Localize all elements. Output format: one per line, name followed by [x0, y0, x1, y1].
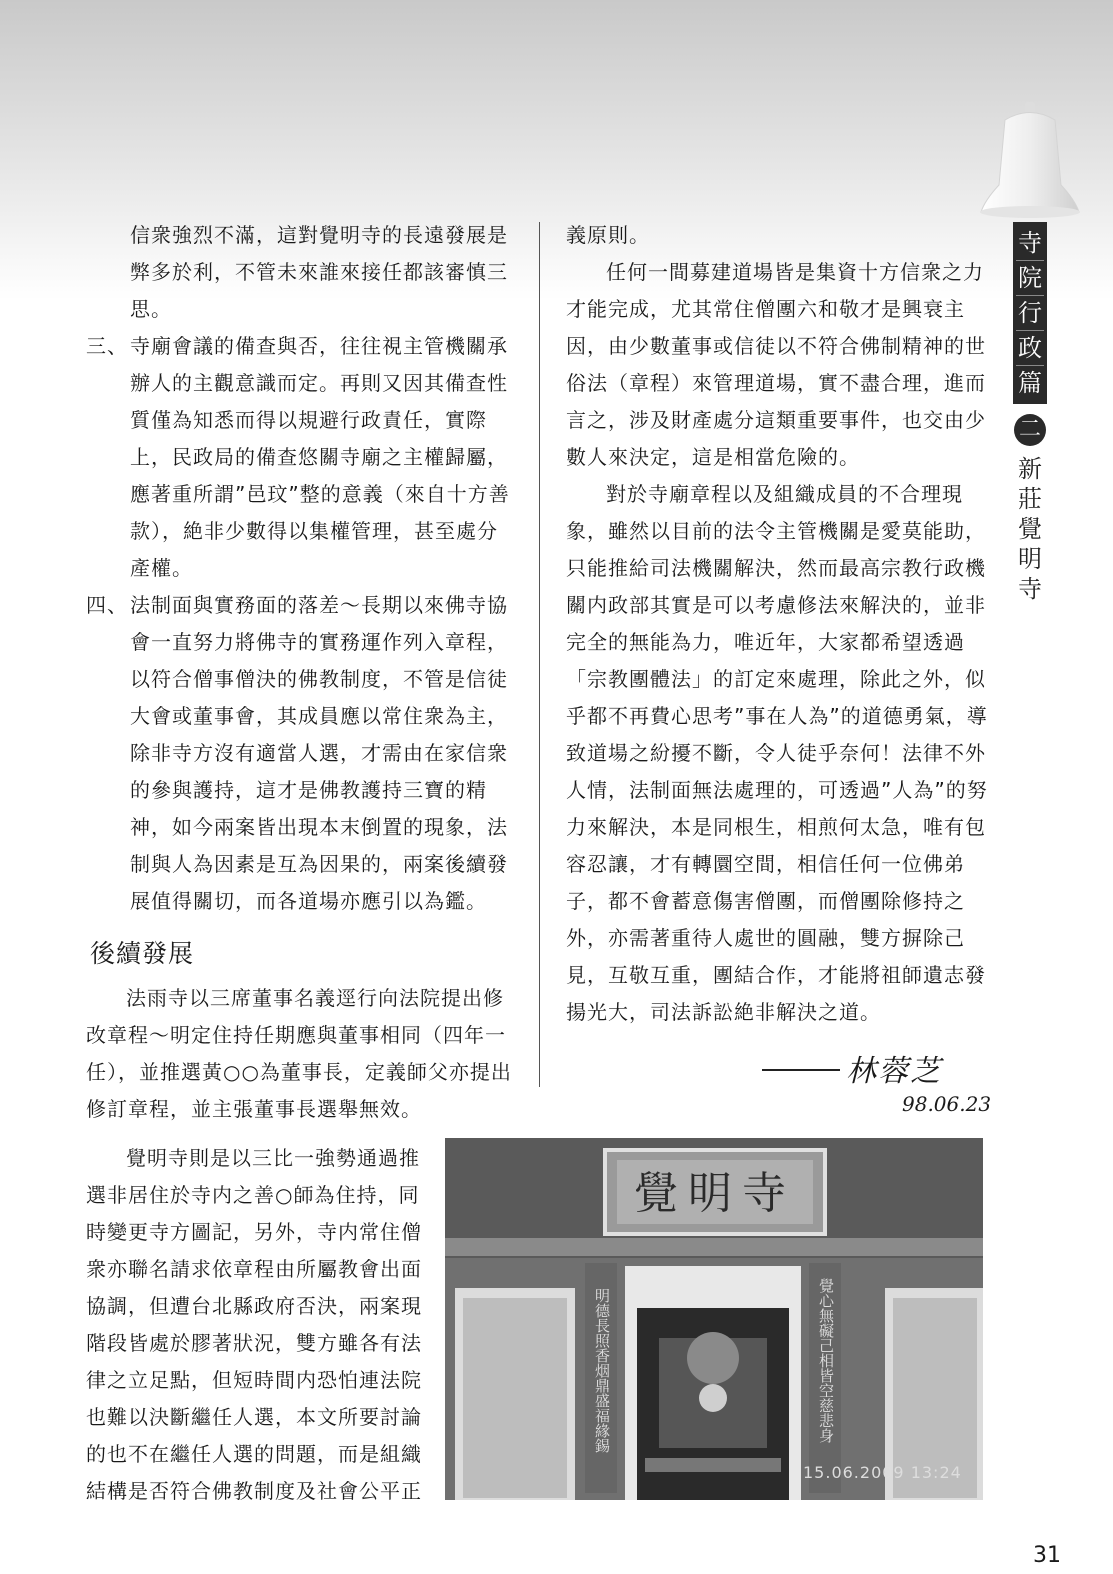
place-char: 莊 [1018, 485, 1042, 513]
photo-timestamp: 15.06.2009 13:24 [803, 1463, 962, 1482]
list-item-text: 寺廟會議的備查與否，往往視主管機關承辦人的主觀意識而定。再則又因其備查性質僅為知悉而得以規避行政責任，實際上，民政局的備查悠關寺廟之主權歸屬，應著重所謂”邑玟”整的意義（來自十方善款），絶非少數得以集權管理，甚至處分產權。 [130, 334, 510, 580]
bell-icon [975, 100, 1085, 220]
author-signature: 林蓉芝 [846, 1054, 942, 1089]
right-column [566, 217, 990, 1031]
list-marker: 四、 [86, 593, 128, 617]
category-char: 行 [1016, 296, 1044, 331]
body-paragraph: 對於寺廟章程以及組織成員的不合理現象，雖然以目前的法令主管機關是愛莫能助，只能推給司法機關解決，然而最高宗教行政機關内政部其實是可以考慮修法來解決的，並非完全的無能為力，唯近年，大家都希望透過「宗教團體法」的訂定來處理，除此之外，似乎都不再費心思考”事在人為”的道德勇氣，導致道場之紛擾不斷，令人徒乎奈何！法律不外人情，法制面無法處理的，可透過”人為”的努力來解決，本是同根生，相煎何太急，唯有包容忍讓，才有轉圜空間，相信任何一位佛弟子，都不會蓄意傷害僧團，而僧團除修持之外，亦需著重待人處世的圓融，雙方摒除己見，互敬互重，團結合作，才能將祖師遺志發揚光大，司法訴訟絶非解決之道。 [566, 482, 988, 1024]
page-number: 31 [1033, 1543, 1061, 1568]
temple-photo [445, 1138, 983, 1500]
section-number-badge: 二 [1014, 414, 1046, 446]
category-char: 寺 [1016, 226, 1044, 261]
couplet-left: 明德長照香烟鼎盛福緣錫 [593, 1288, 611, 1453]
category-char: 院 [1016, 261, 1044, 296]
place-char: 寺 [1018, 575, 1042, 603]
left-column-wrap [86, 1140, 426, 1510]
place-char: 覺 [1018, 515, 1042, 543]
body-paragraph: 任何一間募建道場皆是集資十方信衆之力才能完成，尤其常住僧團六和敬才是興衰主因，由少數董事或信徒以不符合佛制精神的世俗法（章程）來管理道場，實不盡合理，進而言之，涉及財產處分這類重要事件，也交由少數人來決定，這是相當危險的。 [566, 260, 986, 469]
place-label [1018, 454, 1042, 604]
list-item-3 [86, 328, 516, 587]
body-paragraph: 覺明寺則是以三比一強勢通過推選非居住於寺内之善○師為住持，同時變更寺方圖記，另外，寺内常住僧衆亦聯名請求依章程由所屬教會出面協調，但遭台北縣政府否決，兩案現階段皆處於膠著狀況，雙方雖各有法律之立足點，但短時間内恐怕連法院也難以決斷繼任人選，本文所要討論的也不在繼任人選的問題，而是組織結構是否符合佛教制度及社會公平正 [86, 1146, 422, 1503]
place-char: 明 [1018, 545, 1042, 573]
category-label [1013, 222, 1047, 404]
column-divider [539, 222, 540, 1087]
list-marker: 三、 [86, 334, 128, 358]
intro-paragraph: 信衆強烈不滿，這對覺明寺的長遠發展是弊多於利，不管未來誰來接任都該審慎三思。 [130, 223, 508, 321]
signature-dash [762, 1069, 840, 1071]
section-sidebar [1010, 222, 1050, 604]
category-char: 政 [1016, 331, 1044, 366]
body-paragraph: 義原則。 [566, 223, 650, 247]
left-column [86, 217, 516, 1128]
section-heading: 後續發展 [90, 939, 195, 968]
category-char: 篇 [1018, 369, 1042, 397]
place-char: 新 [1018, 455, 1042, 483]
list-item-text: 法制面與實務面的落差～長期以來佛寺協會一直努力將佛寺的實務運作列入章程，以符合僧事僧決的佛教制度，不管是信徒大會或董事會，其成員應以常住衆為主，除非寺方沒有適當人選，才需由在家信衆的參與護持，這才是佛教護持三寶的精神，如今兩案皆出現本末倒置的現象，法制與人為因素是互為因果的，兩案後續發展值得關切，而各道場亦應引以為鑑。 [130, 593, 508, 913]
body-paragraph: 法雨寺以三席董事名義逕行向法院提出修改章程～明定住持任期應與董事相同（四年一任），並推選黃○○為董事長，定義師父亦提出修訂章程，並主張董事長選舉無效。 [86, 986, 512, 1121]
plaque-text: 覺明寺 [634, 1168, 796, 1219]
list-item-4 [86, 587, 516, 920]
signature-date: 98.06.23 [902, 1092, 992, 1116]
couplet-right: 覺心無礙己相皆空慈悲身 [817, 1278, 835, 1443]
